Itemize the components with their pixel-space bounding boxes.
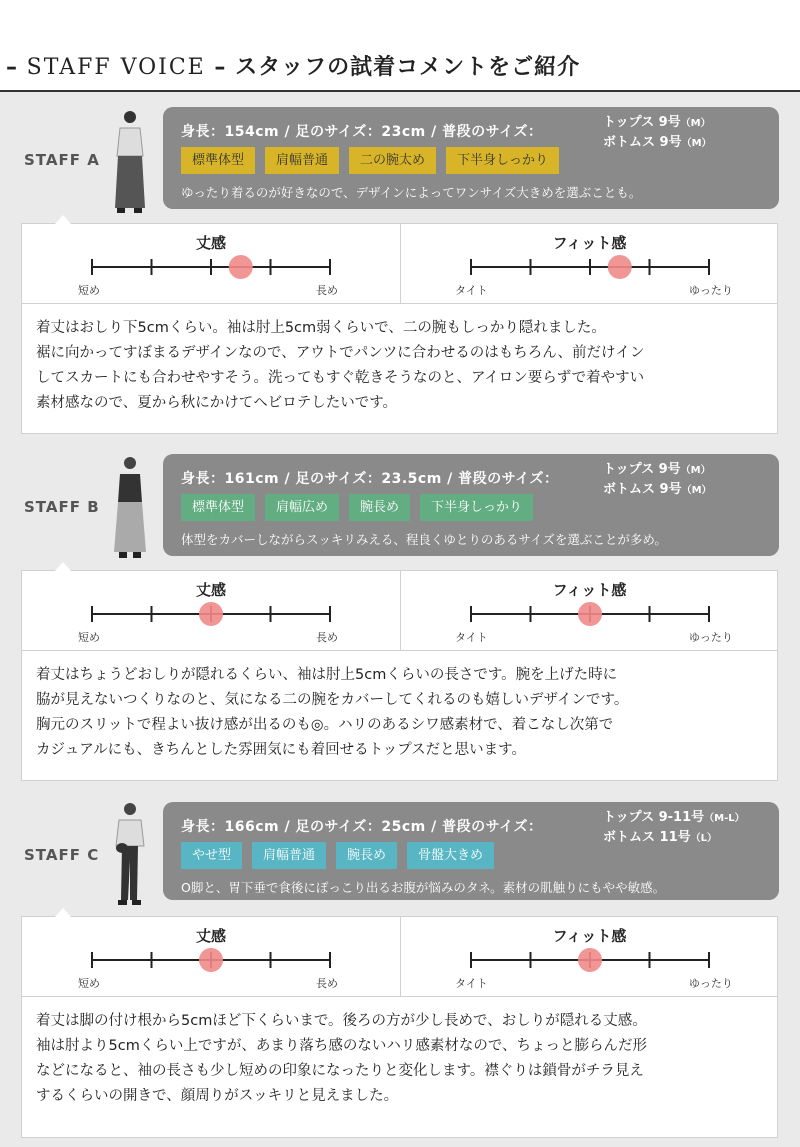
comment-line: 着丈はちょうどおしりが隠れるくらい、袖は肘上5cmくらいの長さです。腕を上げた時に: [36, 667, 618, 683]
comment-line: 脇が見えないつくりなのと、気になる二の腕をカバーしてくれるのも嬉しいデザインです。: [36, 692, 629, 708]
staff-profile-box: [163, 107, 779, 209]
length-low-label: 短め: [78, 977, 100, 990]
body-tag: 標準体型: [181, 147, 255, 174]
bottoms-size: ボトムス 9号: [603, 135, 682, 150]
tops-size: トップス 9号: [603, 115, 681, 130]
length-high-label: 長め: [316, 284, 338, 297]
title-dash: –: [6, 55, 18, 80]
length-scale-title: 丈感: [195, 234, 226, 252]
staff-profile-box: [163, 454, 779, 556]
body-tag: 下半身しっかり: [446, 147, 559, 174]
fit-scale-title: フィット感: [552, 581, 627, 599]
staff-label: STAFF C: [24, 846, 100, 864]
staff-profile-text: 身長：161cm / 足のサイズ：23.5cm / 普段のサイズ：: [181, 471, 559, 487]
section-header: [0, 0, 800, 92]
fit-scale: [400, 571, 778, 651]
usual-sizes: [603, 460, 712, 500]
usual-sizes: [603, 113, 712, 153]
staff-label: STAFF B: [24, 498, 100, 516]
scale-marker: [199, 948, 223, 972]
rating-scales: [22, 224, 777, 304]
length-scale: [22, 917, 400, 997]
scale-marker: [578, 602, 602, 626]
staff-label: STAFF A: [24, 151, 100, 169]
scale-marker: [608, 255, 632, 279]
fit-high-label: ゆったり: [689, 977, 733, 990]
body-tag: 標準体型: [181, 494, 255, 521]
staff-note: ゆったり着るのが好きなので、デザインによってワンサイズ大きめを選ぶことも。: [181, 185, 642, 200]
scale-marker: [229, 255, 253, 279]
comment-line: 素材感なので、夏から秋にかけてヘビロテしたいです。: [36, 395, 398, 411]
length-scale-title: 丈感: [195, 927, 226, 945]
comment-line: などになると、袖の長さも少し短めの印象になったりと変化します。襟ぐりは鎖骨がチラ見え: [36, 1063, 644, 1079]
length-high-label: 長め: [316, 631, 338, 644]
bottoms-size: ボトムス 9号: [603, 482, 682, 497]
review-card: [21, 223, 778, 434]
body-tag: 肩幅普通: [252, 842, 326, 869]
tops-size-letter: （M）: [680, 465, 711, 476]
comment-line: 着丈は脚の付け根から5cmほど下くらいまで。後ろの方が少し長めで、おしりが隠れる丈感。: [36, 1013, 647, 1029]
comment-line: 袖は肘より5cmくらい上ですが、あまり落ち感のないハリ感素材なので、ちょっと膨らんだ形: [36, 1038, 648, 1054]
review-card: [21, 570, 778, 781]
staff-profile-box: [163, 802, 779, 900]
staff-block-a: [0, 105, 800, 435]
body-tag: 二の腕太め: [349, 147, 436, 174]
body-tag: 腕長め: [349, 494, 410, 521]
staff-note: O脚と、胃下垂で食後にぽっこり出るお腹が悩みのタネ。素材の肌触りにもやや敏感。: [181, 880, 666, 895]
comment-line: カジュアルにも、きちんとした雰囲気にも着回せるトップスだと思います。: [36, 742, 526, 758]
length-high-label: 長め: [316, 977, 338, 990]
fit-scale-title: フィット感: [552, 927, 627, 945]
body-type-tags: [181, 842, 494, 869]
body-tag: 腕長め: [336, 842, 397, 869]
usual-sizes: [603, 808, 745, 848]
staff-profile-text: 身長：166cm / 足のサイズ：25cm / 普段のサイズ：: [181, 819, 543, 835]
rating-scales: [22, 571, 777, 651]
review-card: [21, 916, 778, 1138]
staff-block-c: [0, 800, 800, 1140]
section-title: [6, 50, 580, 81]
staff-photo: [108, 454, 152, 562]
comment-line: 胸元のスリットで程よい抜け感が出るのも◎。ハリのあるシワ感素材で、着こなし次第で: [36, 717, 614, 733]
length-scale: [22, 571, 400, 651]
length-low-label: 短め: [78, 631, 100, 644]
body-tag: 肩幅広め: [265, 494, 339, 521]
comment-line: 着丈はおしり下5cmくらい。袖は肘上5cm弱くらいで、二の腕もしっかり隠れました。: [36, 320, 606, 336]
title-japanese: スタッフの試着コメントをご紹介: [235, 55, 581, 80]
card-notch: [55, 562, 71, 571]
fit-high-label: ゆったり: [689, 284, 733, 297]
staff-comment: [36, 663, 771, 763]
length-low-label: 短め: [78, 284, 100, 297]
body-tag: やせ型: [181, 842, 242, 869]
fit-low-label: タイト: [455, 977, 488, 990]
card-notch: [55, 215, 71, 224]
bottoms-size-letter: （L）: [690, 833, 717, 844]
comment-line: してスカートにも合わせやすそう。洗ってもすぐ乾きそうなのと、アイロン要らずで着やすい: [36, 370, 645, 386]
fit-scale-title: フィット感: [552, 234, 627, 252]
tops-size-letter: （M-L）: [704, 813, 745, 824]
fit-low-label: タイト: [455, 631, 488, 644]
bottoms-size: ボトムス 11号: [603, 830, 691, 845]
staff-block-b: [0, 452, 800, 782]
tops-size: トップス 9-11号: [603, 810, 705, 825]
tops-size: トップス 9号: [603, 462, 681, 477]
body-tag: 骨盤大きめ: [407, 842, 494, 869]
title-dash: –: [214, 55, 227, 80]
length-scale: [22, 224, 400, 304]
fit-high-label: ゆったり: [689, 631, 733, 644]
fit-scale: [400, 224, 778, 304]
bottoms-size-letter: （M）: [681, 138, 712, 149]
staff-comment: [36, 1009, 771, 1109]
fit-low-label: タイト: [455, 284, 488, 297]
staff-photo: [108, 108, 152, 216]
staff-photo: [108, 800, 152, 908]
title-english: STAFF VOICE: [26, 55, 206, 80]
scale-marker: [578, 948, 602, 972]
body-tag: 肩幅普通: [265, 147, 339, 174]
rating-scales: [22, 917, 777, 997]
length-scale-title: 丈感: [195, 581, 226, 599]
body-type-tags: [181, 494, 533, 521]
staff-note: 体型をカバーしながらスッキリみえる、程良くゆとりのあるサイズを選ぶことが多め。: [181, 532, 667, 547]
body-type-tags: [181, 147, 559, 174]
staff-comment: [36, 316, 771, 416]
body-tag: 下半身しっかり: [420, 494, 533, 521]
scale-marker: [199, 602, 223, 626]
card-notch: [55, 908, 71, 917]
comment-line: するくらいの開きで、顔周りがスッキリと見えました。: [36, 1088, 399, 1104]
tops-size-letter: （M）: [680, 118, 711, 129]
bottoms-size-letter: （M）: [681, 485, 712, 496]
comment-line: 裾に向かってすぼまるデザインなので、アウトでパンツに合わせるのはもちろん、前だけイン: [36, 345, 645, 361]
fit-scale: [400, 917, 778, 997]
staff-profile-text: 身長：154cm / 足のサイズ：23cm / 普段のサイズ：: [181, 124, 543, 140]
